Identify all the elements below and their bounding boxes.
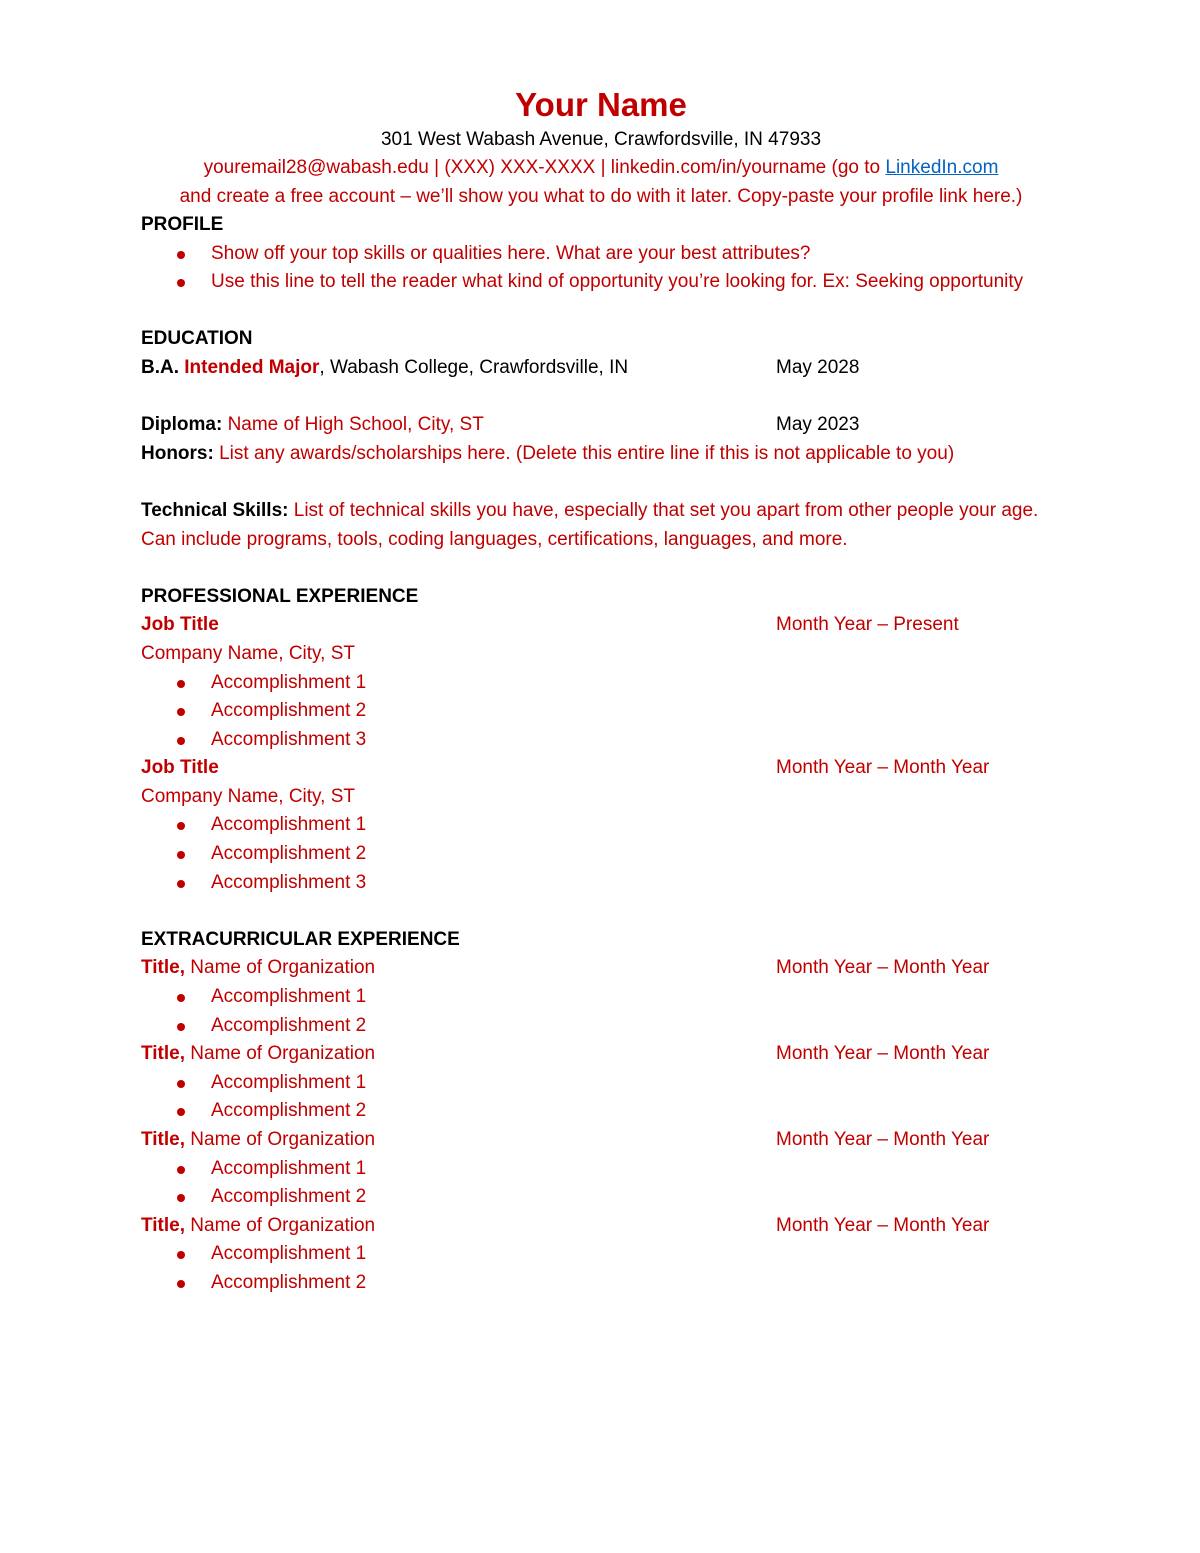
company-line: Company Name, City, ST: [141, 785, 355, 807]
org-title-line: [141, 1212, 1061, 1241]
job-entry: [141, 611, 1061, 754]
skills-text: List of technical skills you have, especially that set you apart from other people your age. Can include programs, tools, coding languages, certifications, languages, and more.: [141, 499, 1039, 550]
extracurricular-entry: [141, 1126, 1061, 1212]
org-role: Title,: [141, 1043, 185, 1065]
linkedin-link[interactable]: LinkedIn.com: [885, 157, 999, 178]
address-line: 301 West Wabash Avenue, Crawfordsville, IN 47933: [380, 129, 822, 150]
org-title-line: [141, 1040, 1061, 1069]
education-heading: EDUCATION: [141, 328, 253, 350]
contact-block: [141, 154, 1061, 211]
org-dates: Month Year – Month Year: [776, 1214, 990, 1236]
accomplishment-item: Accomplishment 1: [141, 811, 1061, 840]
org-name: Name of Organization: [185, 957, 376, 979]
professional-heading: PROFESSIONAL EXPERIENCE: [141, 585, 419, 607]
profile-heading: PROFILE: [141, 214, 224, 235]
job-title: Job Title: [141, 757, 219, 779]
accomplishment-item: Accomplishment 2: [141, 697, 1061, 726]
job-dates: Month Year – Month Year: [776, 757, 990, 779]
org-title-line: [141, 954, 1061, 983]
accomplishment-item: Accomplishment 1: [141, 669, 1061, 698]
job-title-line: [141, 754, 1061, 783]
contact-line-1: youremail28@wabash.edu | (XXX) XXX-XXXX | linkedin.com/in/yourname (go to: [203, 157, 886, 178]
profile-list: [141, 240, 1061, 297]
job-title: Job Title: [141, 614, 219, 636]
resume-name: Your Name: [515, 86, 687, 123]
job-entry: [141, 754, 1061, 897]
college-name: , Wabash College, Crawfordsville, IN: [319, 356, 629, 378]
accomplishment-item: Accomplishment 3: [141, 869, 1061, 898]
degree-line: [141, 354, 1061, 383]
honors-text: List any awards/scholarships here. (Delete this entire line if this is not applicable to you): [219, 442, 955, 464]
technical-skills-line: [141, 497, 1061, 554]
job-accomplishments: [141, 811, 1061, 897]
accomplishment-item: Accomplishment 3: [141, 726, 1061, 755]
org-accomplishments: [141, 1155, 1061, 1212]
org-name: Name of Organization: [185, 1043, 376, 1065]
degree-prefix: B.A.: [141, 356, 185, 378]
extracurricular-entry: [141, 954, 1061, 1040]
job-dates: Month Year – Present: [776, 614, 959, 636]
diploma-label: Diploma:: [141, 414, 228, 436]
job-accomplishments: [141, 669, 1061, 755]
org-accomplishments: [141, 1240, 1061, 1297]
org-role: Title,: [141, 1214, 185, 1236]
honors-line: [141, 440, 1061, 469]
profile-bullet: Use this line to tell the reader what kind of opportunity you’re looking for. Ex: Seeking opportunity: [141, 268, 1061, 297]
company-line: Company Name, City, ST: [141, 642, 355, 664]
diploma-school: Name of High School, City, ST: [227, 414, 484, 436]
org-role: Title,: [141, 957, 185, 979]
org-dates: Month Year – Month Year: [776, 1129, 990, 1150]
org-name: Name of Organization: [185, 1129, 376, 1150]
accomplishment-item: Accomplishment 2: [141, 1097, 1061, 1126]
extracurricular-entry: [141, 1212, 1061, 1298]
extracurricular-heading: EXTRACURRICULAR EXPERIENCE: [141, 928, 460, 950]
accomplishment-item: Accomplishment 1: [141, 1155, 1061, 1184]
diploma-line: [141, 411, 1061, 440]
accomplishment-item: Accomplishment 2: [141, 1183, 1061, 1212]
org-title-line: [141, 1126, 1061, 1155]
accomplishment-item: Accomplishment 2: [141, 1269, 1061, 1298]
accomplishment-item: Accomplishment 2: [141, 1012, 1061, 1041]
resume-page: [141, 84, 1061, 1298]
diploma-date: May 2023: [776, 414, 860, 436]
contact-line-2: and create a free account – we’ll show you what to do with it later. Copy-paste your profile link here.): [179, 185, 1023, 207]
accomplishment-item: Accomplishment 1: [141, 1240, 1061, 1269]
intended-major: Intended Major: [184, 356, 320, 378]
accomplishment-item: Accomplishment 1: [141, 1069, 1061, 1098]
org-role: Title,: [141, 1129, 185, 1150]
job-title-line: [141, 611, 1061, 640]
org-dates: Month Year – Month Year: [776, 957, 990, 979]
degree-date: May 2028: [776, 356, 860, 378]
org-accomplishments: [141, 983, 1061, 1040]
org-name: Name of Organization: [185, 1214, 376, 1236]
honors-label: Honors:: [141, 442, 220, 464]
extracurricular-entry: [141, 1040, 1061, 1126]
accomplishment-item: Accomplishment 2: [141, 840, 1061, 869]
profile-bullet: Show off your top skills or qualities here. What are your best attributes?: [141, 240, 1061, 269]
accomplishment-item: Accomplishment 1: [141, 983, 1061, 1012]
skills-label: Technical Skills:: [141, 499, 294, 521]
org-accomplishments: [141, 1069, 1061, 1126]
org-dates: Month Year – Month Year: [776, 1043, 990, 1065]
